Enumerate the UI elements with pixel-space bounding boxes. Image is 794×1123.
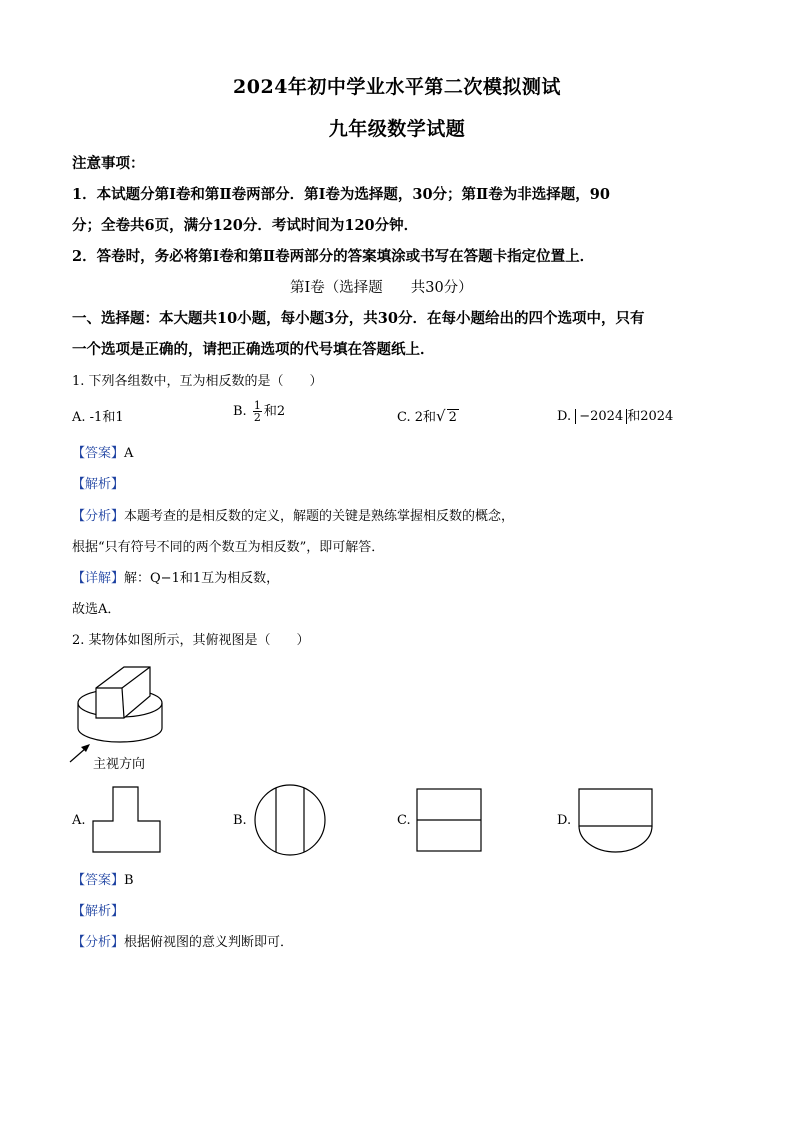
answer-value: B: [124, 873, 134, 888]
exam-subtitle: 九年级数学试题: [328, 118, 466, 140]
q2-option-b-label: B.: [233, 813, 247, 828]
section-intro-line-2: 一个选项是正确的，请把正确选项的代号填在答题纸上．: [72, 341, 435, 358]
q1-option-b-label: B.: [233, 404, 247, 419]
q1-option-c-label: C. 2和: [397, 410, 437, 425]
fenxi-tag: 【分析】: [72, 509, 125, 524]
option-b-circle-figure: [255, 785, 325, 855]
exam-title: 2024年初中学业水平第二次模拟测试: [233, 76, 561, 98]
q1-option-d-label: D.: [557, 409, 572, 424]
xiangjie-text: 解：Q−1和1互为相反数，: [124, 571, 280, 586]
fenxi-text: 根据俯视图的意义判断即可．: [124, 935, 294, 950]
fenxi-text: 本题考查的是相反数的定义，解题的关键是熟练掌握相反数的概念，: [124, 509, 515, 524]
xiangjie-tag: 【详解】: [72, 571, 125, 586]
q1-fenxi-line-2: 根据“只有符号不同的两个数互为相反数”，即可解答．: [72, 540, 385, 555]
q2-option-d-label: D.: [557, 813, 572, 828]
section-title-part-a: 第Ⅰ卷（选择题: [290, 280, 383, 296]
q1-option-b-tail: 和2: [263, 404, 286, 419]
q1-option-d-tail: 和2024: [627, 409, 674, 424]
fraction-denominator: 2: [253, 411, 261, 424]
fraction-numerator: 1: [253, 399, 261, 412]
q2-option-a-label: A.: [72, 813, 86, 828]
q1-conclusion: 故选A．: [72, 602, 121, 617]
notice-item-1-line-2: 分；全卷共6页，满分120分．考试时间为120分钟．: [72, 217, 419, 234]
notice-item-2: 2．答卷时，务必将第Ⅰ卷和第Ⅱ卷两部分的答案填涂或书写在答题卡指定位置上．: [72, 248, 595, 265]
q1-analysis-tag: 【解析】: [72, 477, 125, 492]
q1-option-c-radicand: 2: [448, 410, 457, 425]
option-a-t-shape: [93, 787, 160, 852]
option-d-semicircle-figure: [579, 789, 652, 852]
answer-tag: 【答案】: [72, 873, 125, 888]
q2-view-direction-label: 主视方向: [93, 757, 146, 772]
q2-analysis-tag: 【解析】: [72, 904, 125, 919]
section-title-part-b: 共30分）: [410, 280, 473, 296]
q2-stem: 2. 某物体如图所示，其俯视图是（ ）: [72, 633, 310, 648]
section-intro-line-1: 一、选择题：本大题共10小题，每小题3分，共30分．在每小题给出的四个选项中，只有: [72, 310, 645, 327]
q1-option-a: A. -1和1: [72, 410, 124, 425]
q1-stem: 1. 下列各组数中，互为相反数的是（ ）: [72, 374, 323, 389]
radical-sign: √: [436, 407, 446, 425]
q2-option-c-label: C.: [397, 813, 411, 828]
q2-fenxi: [72, 931, 293, 950]
notice-heading: 注意事项：: [72, 155, 145, 172]
notice-item-1-line-1: 1．本试题分第Ⅰ卷和第Ⅱ卷两部分．第Ⅰ卷为选择题，30分；第Ⅱ卷为非选择题，90: [72, 186, 610, 203]
q2-answer: [72, 869, 134, 888]
q1-option-d-absolute-value: −2024: [575, 409, 627, 424]
option-c-rectangle-figure: [417, 789, 481, 851]
fenxi-tag: 【分析】: [72, 935, 125, 950]
answer-value: A: [124, 446, 134, 461]
answer-tag: 【答案】: [72, 446, 125, 461]
